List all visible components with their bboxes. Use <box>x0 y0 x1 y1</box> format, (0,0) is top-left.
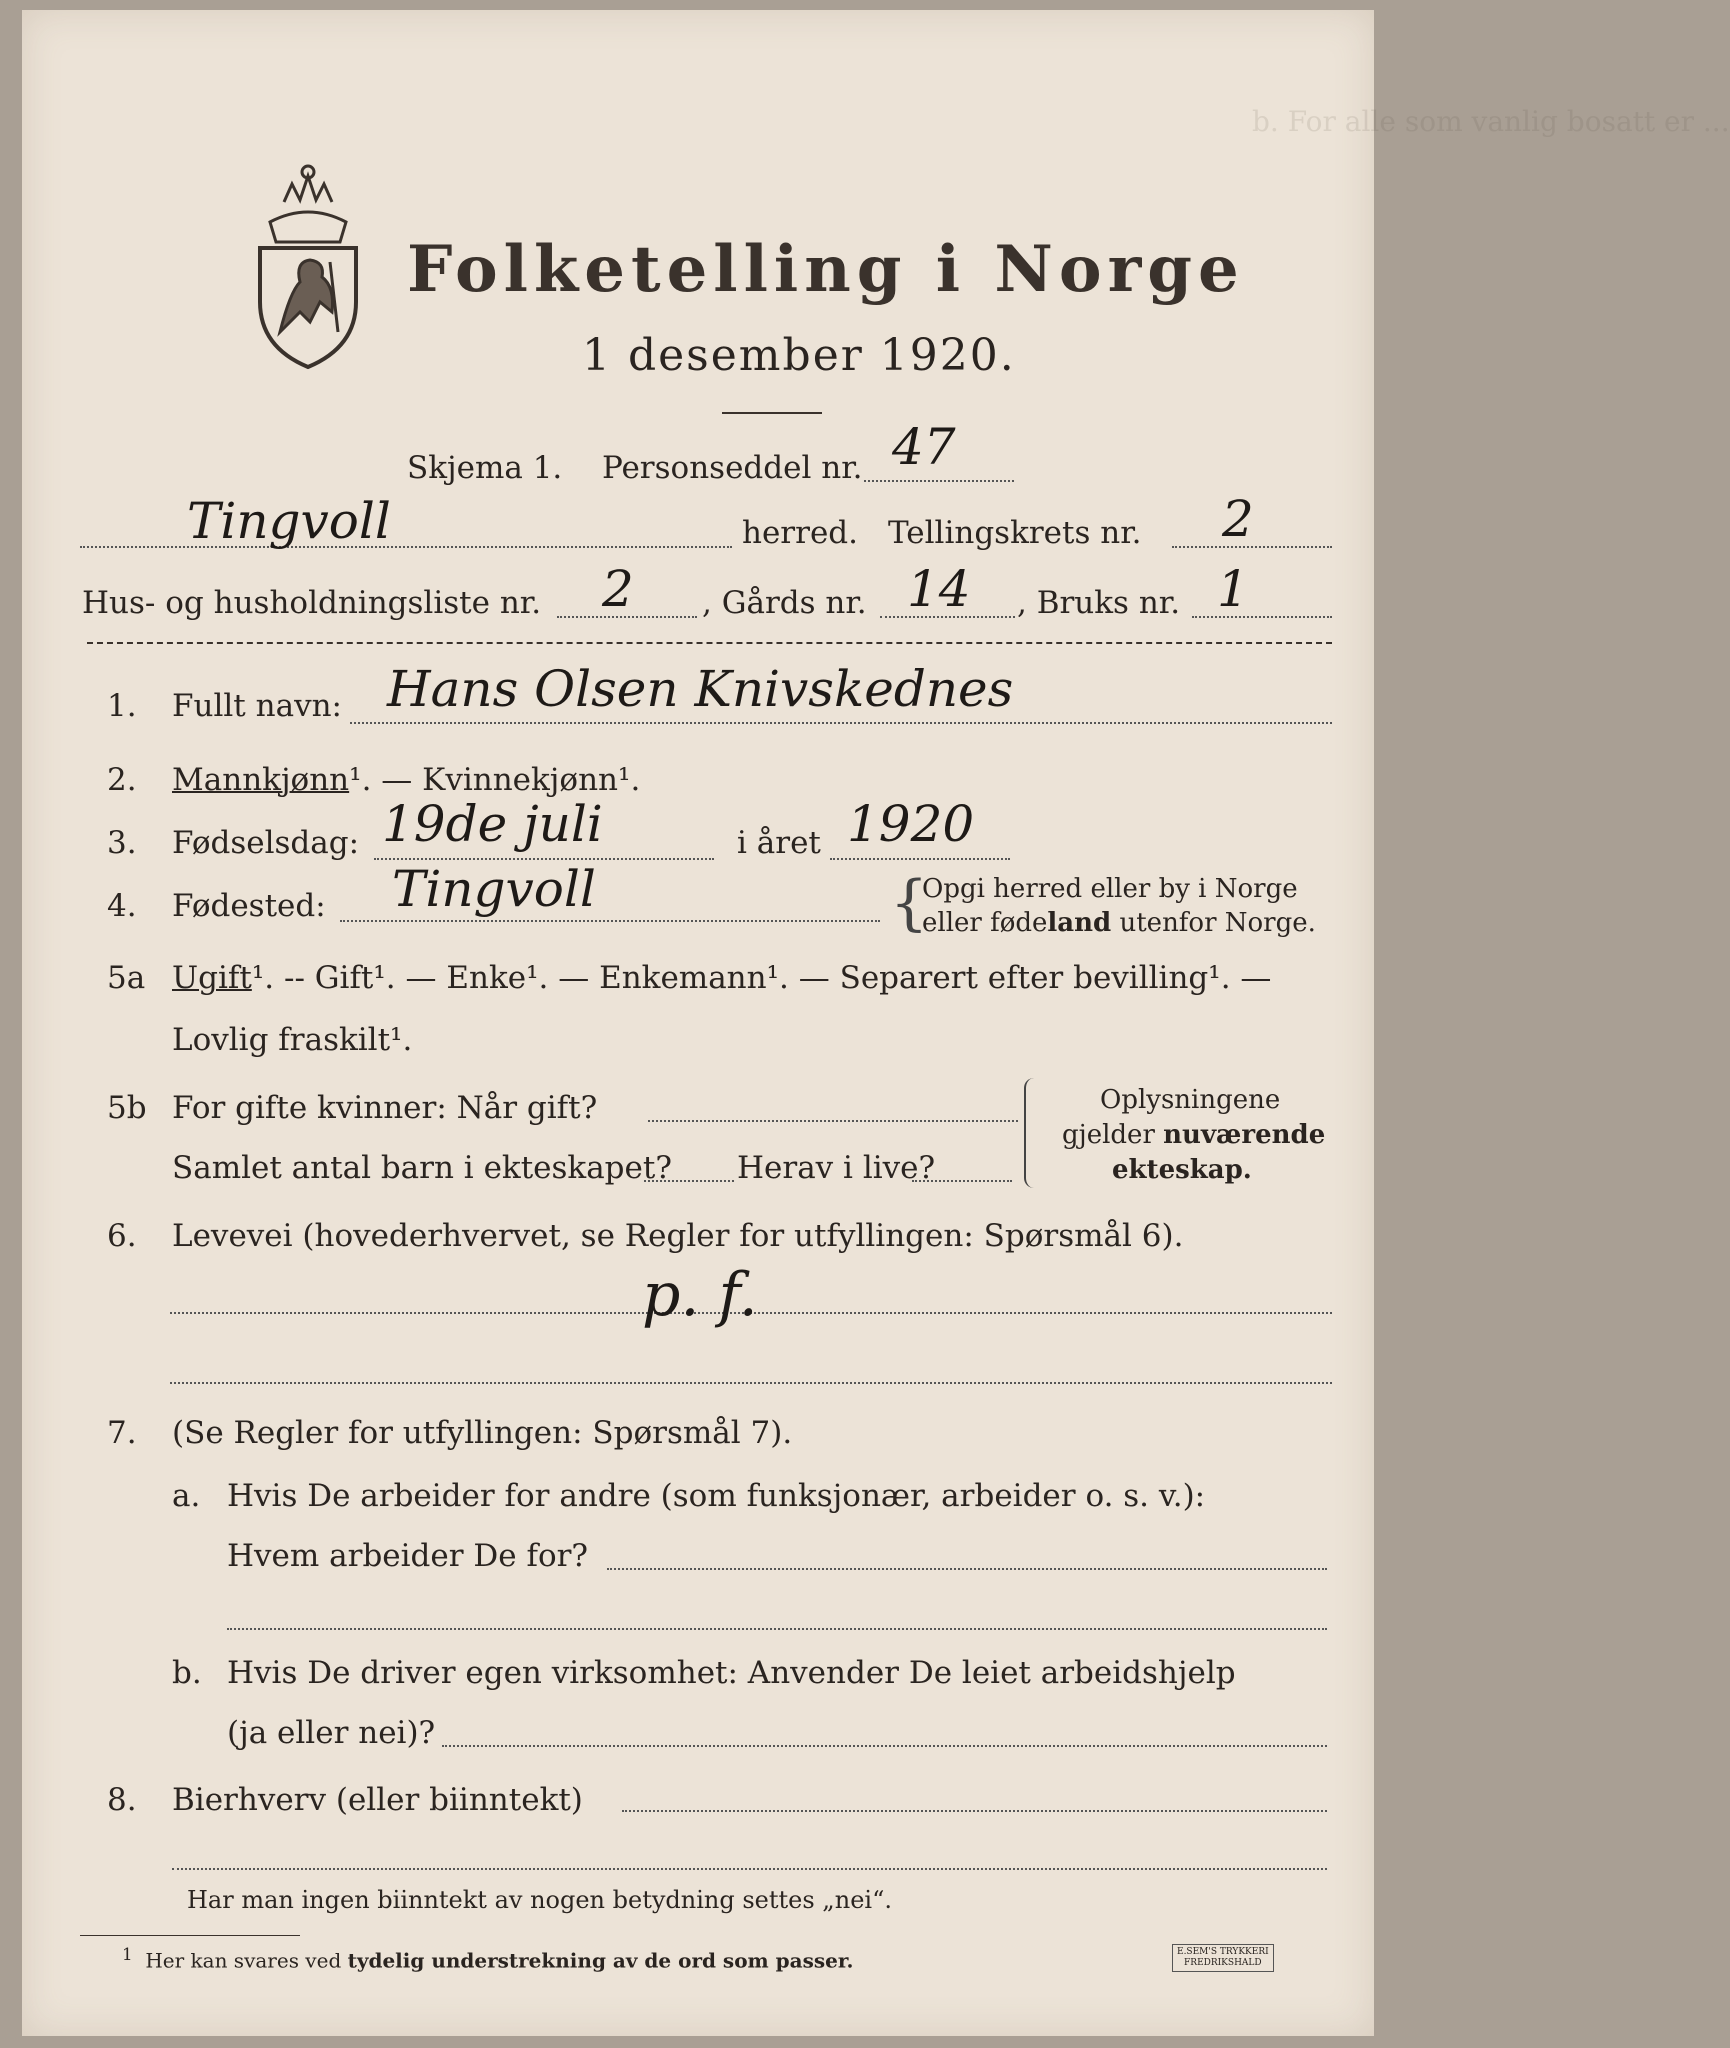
birthplace-value[interactable]: Tingvoll <box>392 860 596 918</box>
printer-stamp <box>1172 1944 1274 1972</box>
personseddel-label: Personseddel nr. <box>602 450 863 486</box>
q6-label: Levevei (hovederhvervet, se Regler for utfyllingen: Spørsmål 6). <box>172 1218 1184 1254</box>
q5b-children-label: Samlet antal barn i ekteskapet? <box>172 1150 672 1186</box>
when-married-field-line <box>648 1120 1018 1122</box>
header-separator <box>87 642 1332 644</box>
gards-number[interactable]: 14 <box>907 560 971 618</box>
personseddel-field-line <box>864 480 1014 482</box>
norway-coat-of-arms-icon <box>240 162 376 372</box>
herred-label: herred. <box>742 515 858 551</box>
hired-help-field-line <box>442 1745 1327 1747</box>
q8-number: 8. <box>107 1782 137 1818</box>
gender-separator: ¹. — <box>349 762 423 798</box>
footnote <box>122 1945 854 1973</box>
birth-year-value[interactable]: 1920 <box>847 795 975 853</box>
gender-options <box>172 762 640 798</box>
printer-stamp-line2: FREDRIKSHALD <box>1184 1958 1262 1968</box>
q7-label: (Se Regler for utfyllingen: Spørsmål 7). <box>172 1415 793 1451</box>
side-income-field-line-1 <box>622 1810 1327 1812</box>
herred-field-line <box>80 546 732 548</box>
employer-field-line-2 <box>227 1628 1327 1630</box>
census-form-sheet <box>22 10 1730 2036</box>
marital-status-fraskilt-option[interactable]: Lovlig fraskilt¹. <box>172 1022 413 1058</box>
husholdningsliste-number[interactable]: 2 <box>602 560 634 618</box>
marital-status-options <box>172 960 1271 996</box>
q5b-note-bracket <box>1024 1078 1034 1188</box>
q7b-hired-help-label: (ja eller nei)? <box>227 1715 436 1751</box>
q7a-employer-label: Hvem arbeider De for? <box>227 1538 589 1574</box>
q1-number: 1. <box>107 688 137 724</box>
personseddel-number[interactable]: 47 <box>892 418 956 476</box>
q2-number: 2. <box>107 762 137 798</box>
side-income-field-line-2 <box>172 1868 1327 1870</box>
husholdningsliste-label: Hus- og husholdningsliste nr. <box>82 585 542 621</box>
birthplace-field-line <box>340 920 880 922</box>
q5b-number: 5b <box>107 1090 147 1126</box>
q4-note-line2 <box>922 908 1316 938</box>
printer-stamp-line1: E.SEM'S TRYKKERI <box>1177 1947 1269 1957</box>
q5b-note-line1: Oplysningene <box>1100 1085 1281 1115</box>
bleed-through-text: b. For alle som vanlig bosatt er ... <box>1252 105 1730 138</box>
q4-note-brace: { <box>890 868 929 938</box>
q1-label: Fullt navn: <box>172 688 342 724</box>
q4-note-line2-end: utenfor Norge. <box>1111 908 1316 938</box>
bruks-number[interactable]: 1 <box>1217 560 1249 618</box>
q7b-question: Hvis De driver egen virksomhet: Anvender De leiet arbeidshjelp <box>227 1655 1236 1691</box>
skjema-label: Skjema 1. <box>407 450 563 486</box>
q4-label: Fødested: <box>172 888 326 924</box>
gender-female-option[interactable]: Kvinnekjønn¹. <box>422 762 641 798</box>
q4-note-line2-start: eller føde <box>922 908 1048 938</box>
form-title: Folketelling i Norge <box>407 232 1245 307</box>
herred-value[interactable]: Tingvoll <box>187 492 391 550</box>
q4-number: 4. <box>107 888 137 924</box>
footnote-text-start: Her kan svares ved <box>145 1948 348 1973</box>
occupation-value[interactable]: p. f. <box>642 1260 758 1330</box>
birth-year-label: i året <box>737 825 821 861</box>
title-divider <box>722 412 822 414</box>
footnote-text-bold: tydelig understrekning av de ord som passer. <box>347 1948 854 1973</box>
q8-note: Har man ingen biinntekt av nogen betydning settes „nei“. <box>187 1886 892 1914</box>
census-date: 1 desember 1920. <box>582 330 1016 381</box>
q7-number: 7. <box>107 1415 137 1451</box>
q6-number: 6. <box>107 1218 137 1254</box>
q5a-number: 5a <box>107 960 146 996</box>
tellingskrets-number[interactable]: 2 <box>1222 490 1254 548</box>
employer-field-line-1 <box>607 1568 1327 1570</box>
q8-label: Bierhverv (eller biinntekt) <box>172 1782 583 1818</box>
occupation-field-line-2 <box>170 1382 1332 1384</box>
q4-note-line1: Opgi herred eller by i Norge <box>922 874 1298 904</box>
q3-label: Fødselsdag: <box>172 825 360 861</box>
marital-status-other-options[interactable]: ¹. -- Gift¹. — Enke¹. — Enkemann¹. — Separert efter bevilling¹. — <box>251 960 1272 996</box>
q5b-note-line2 <box>1062 1120 1325 1150</box>
full-name-value[interactable]: Hans Olsen Knivskednes <box>387 660 1014 718</box>
q5b-note-line2-start: gjelder <box>1062 1120 1164 1150</box>
birth-year-field-line <box>830 858 1010 860</box>
birthday-value[interactable]: 19de juli <box>382 795 603 853</box>
q5b-when-married-label: For gifte kvinner: Når gift? <box>172 1090 598 1126</box>
marital-status-ugift-option[interactable]: Ugift <box>172 960 252 996</box>
q7a-question: Hvis De arbeider for andre (som funksjonær, arbeider o. s. v.): <box>227 1478 1206 1514</box>
gards-label: , Gårds nr. <box>702 585 867 621</box>
bruks-label: , Bruks nr. <box>1017 585 1181 621</box>
footnote-mark: 1 <box>122 1945 133 1964</box>
gender-male-option[interactable]: Mannkjønn <box>172 762 350 798</box>
tellingskrets-label: Tellingskrets nr. <box>888 515 1142 551</box>
q5b-note-line3: ekteskap. <box>1112 1155 1252 1185</box>
q5b-living-label: Herav i live? <box>737 1150 936 1186</box>
q1-field-line <box>350 722 1332 724</box>
living-children-field-line <box>912 1180 1012 1182</box>
q7b-letter: b. <box>172 1655 202 1691</box>
q7a-letter: a. <box>172 1478 201 1514</box>
q3-number: 3. <box>107 825 137 861</box>
q5b-note-line2-bold: nuværende <box>1163 1120 1326 1150</box>
children-field-line <box>644 1180 734 1182</box>
bruks-field-line <box>1192 616 1332 618</box>
q4-note-line2-bold: land <box>1047 908 1112 938</box>
footnote-divider <box>80 1935 300 1936</box>
